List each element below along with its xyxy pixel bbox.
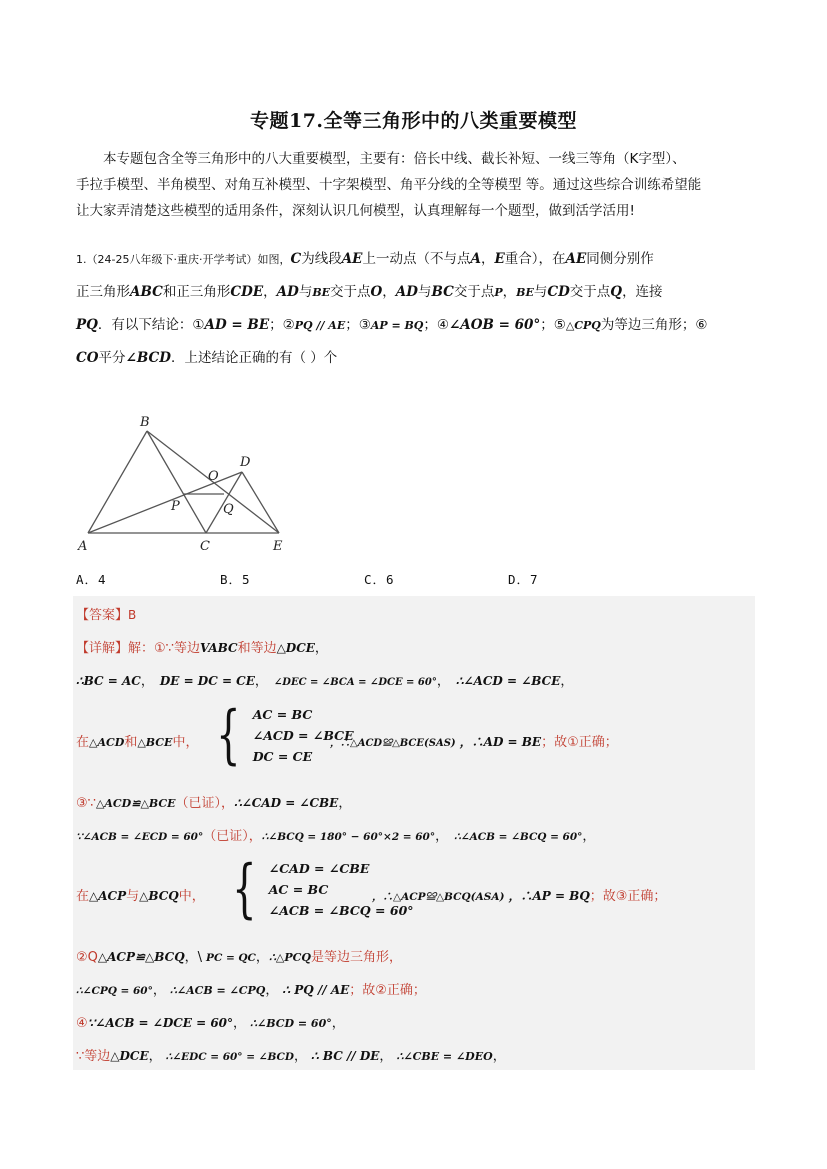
choice-a: A．4	[76, 572, 107, 587]
detail-line-7: ②Q△ACP≌△BCQ，\ PC = QC，∴△PCQ是等边三角形，	[76, 950, 403, 965]
choice-c: C．6	[364, 572, 395, 587]
label-q: Q	[223, 502, 234, 517]
geometry-figure	[76, 406, 296, 556]
detail-line-4: ③∵△ACD≌△BCE（已证），∴∠CAD = ∠CBE，	[76, 796, 352, 811]
congruence-system-2: { ∠CAD = ∠CBE AC = BC ∠ACB = ∠BCQ = 60°	[232, 852, 414, 926]
choice-b: B．5	[220, 572, 251, 587]
segment-de	[242, 472, 279, 533]
detail-line-3-prefix: 在△ACD和△BCE中，	[76, 735, 199, 750]
segment-ad	[88, 472, 242, 533]
label-b: B	[140, 415, 150, 430]
segment-bc	[147, 431, 206, 533]
detail-line-8: ∴∠CPQ = 60°， ∴∠ACB = ∠CPQ， ∴ PQ // AE；故②正确；	[76, 983, 426, 998]
congruence-system-1: { AC = BC ∠ACD = ∠BCE DC = CE	[216, 698, 354, 772]
intro-paragraph	[76, 146, 760, 224]
label-p: P	[171, 499, 180, 514]
detail-line-6-prefix: 在△ACP与△BCQ中，	[76, 889, 205, 904]
detail-line-2: ∴BC = AC， DE = DC = CE， ∠DEC = ∠BCA = ∠DCE = 60°， ∴∠ACD = ∠BCE，	[76, 674, 574, 689]
segment-ab	[88, 431, 147, 533]
detail-line-6-result: ，∴△ACP≌△BCQ(ASA) ，∴AP = BQ；故③正确；	[372, 889, 667, 904]
detail-line-1: 【详解】解：①∵等边VABC和等边△DCE，	[76, 641, 328, 656]
intro-line-2: 手拉手模型、半角模型、对角互补模型、十字架模型、角平分线的全等模型 等。通过这些综合训练希望能	[76, 177, 702, 193]
label-o: O	[208, 469, 219, 484]
detail-line-9: ④∵∠ACB = ∠DCE = 60°， ∴∠BCD = 60°，	[76, 1016, 345, 1031]
intro-line-1: 本专题包含全等三角形中的八大重要模型，主要有：倍长中线、截长补短、一线三等角（K字型）、	[103, 151, 686, 167]
detail-line-10: ∵等边△DCE， ∴∠EDC = 60° = ∠BCD， ∴ BC // DE， ∴∠CBE = ∠DEO，	[76, 1049, 506, 1064]
choice-d: D．7	[508, 572, 539, 587]
label-a: A	[78, 539, 88, 554]
intro-line-3: 让大家弄清楚这些模型的适用条件，深刻认识几何模型，认真理解每一个题型，做到活学活用!	[76, 203, 635, 219]
question-line-1: 1.（24-25八年级下·重庆·开学考试）如图，C为线段AE上一动点（不与点A，E重合），在AE同侧分别作	[76, 251, 654, 267]
detail-line-3-result: ，∴△ACD≌△BCE(SAS) ，∴AD = BE；故①正确；	[330, 735, 618, 750]
answer-line: 【答案】B	[76, 608, 137, 623]
detail-line-5: ∵∠ACB = ∠ECD = 60°（已证），∴∠BCQ = 180° − 60°×2 = 60°， ∴∠ACB = ∠BCQ = 60°，	[76, 829, 596, 844]
question-line-4: CO平分∠BCD．上述结论正确的有（ ）个	[76, 350, 338, 366]
label-e: E	[273, 539, 283, 554]
question-line-3: PQ．有以下结论：①AD = BE；②PQ // AE；③AP = BQ；④∠AOB = 60°；⑤△CPQ为等边三角形；⑥	[76, 317, 708, 333]
question-line-2: 正三角形ABC和正三角形CDE，AD与BE交于点O，AD与BC交于点P，BE与CD交于点Q，连接	[76, 284, 663, 300]
page-title: 专题17.全等三角形中的八类重要模型	[249, 110, 578, 132]
label-c: C	[200, 539, 210, 554]
label-d: D	[240, 455, 251, 470]
